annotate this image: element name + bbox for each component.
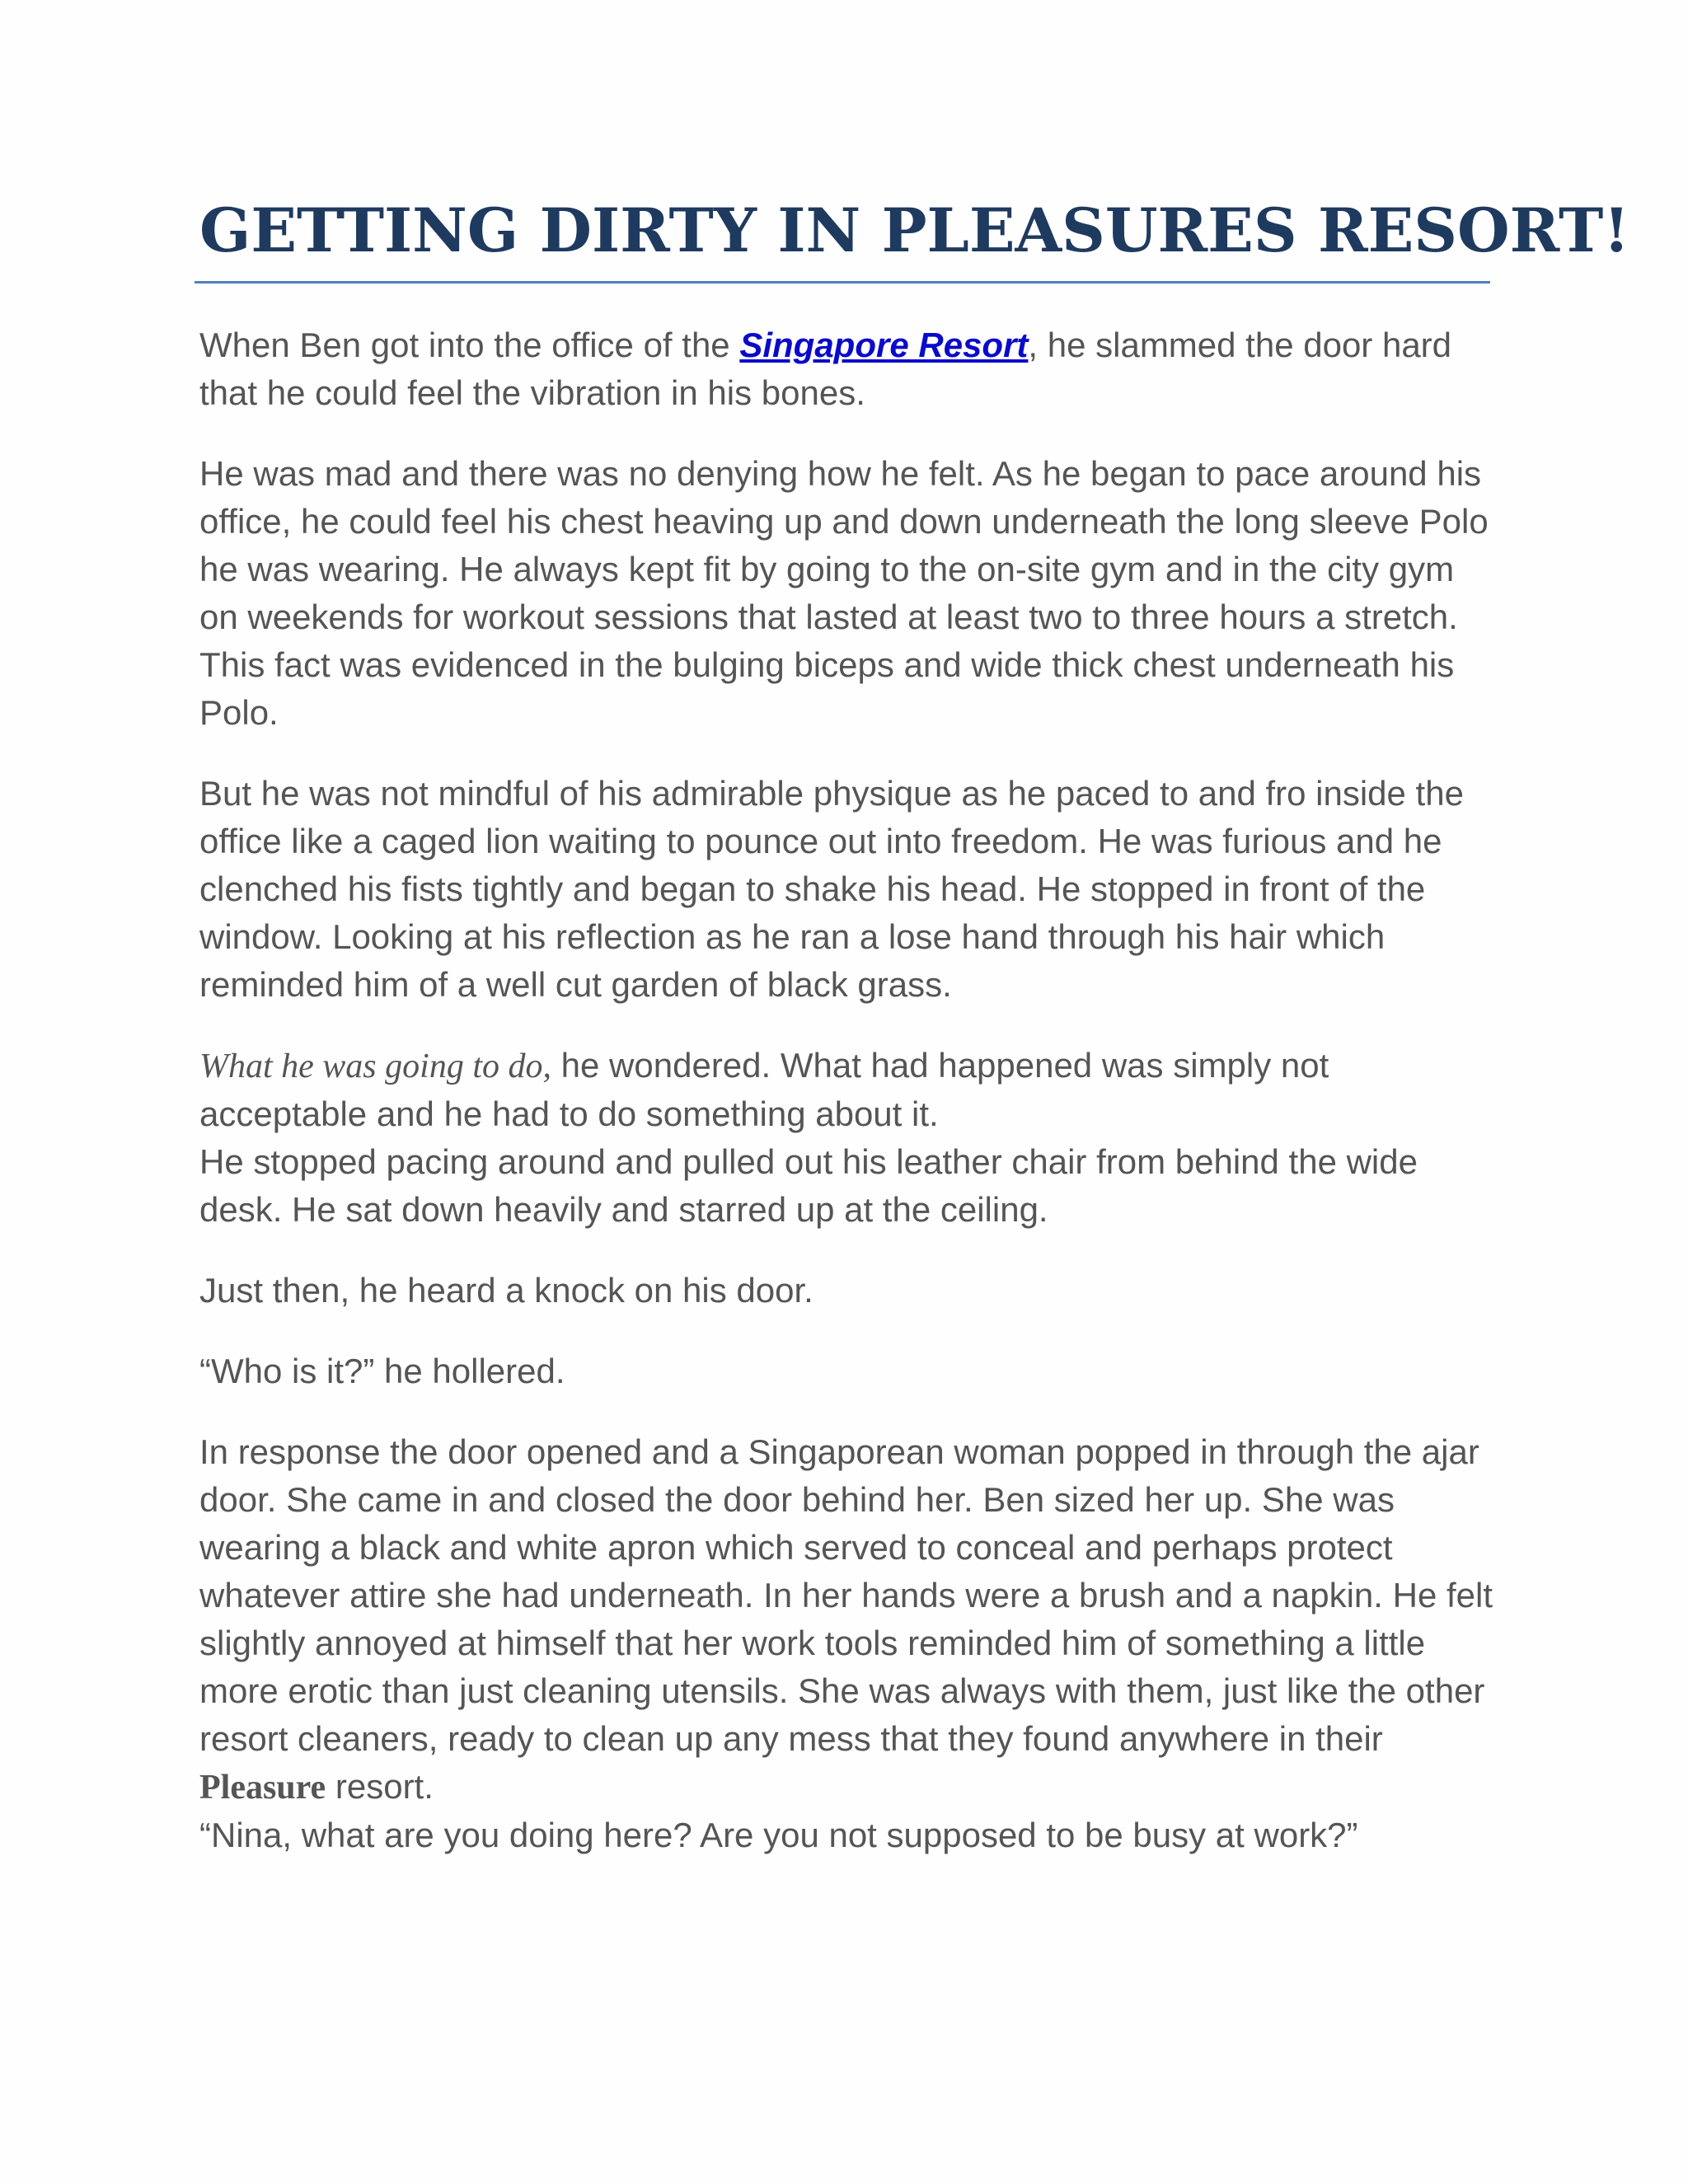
paragraph-1-text-after: , he slammed the door hard that he could feel the vibration in his bones. <box>199 326 1452 412</box>
paragraph-8-bold-word: Pleasure <box>199 1769 326 1807</box>
singapore-resort-link[interactable]: Singapore Resort <box>739 326 1029 364</box>
paragraph-7: “Who is it?” he hollered. <box>199 1352 565 1390</box>
title-underline-rule <box>195 281 1490 284</box>
paragraph-3: But he was not mindful of his admirable physique as he paced to and fro inside the office like a caged lion waiting to pounce out into freedom. He was furious and he clenched his fists tightly and began to shake his head. He stopped in front of the window. Looking at his reflection as he ran a lose hand through his hair which reminded him of a well cut garden of black grass. <box>199 774 1464 1004</box>
paragraph-6: Just then, he heard a knock on his door. <box>199 1271 814 1310</box>
paragraph-9: “Nina, what are you doing here? Are you not supposed to be busy at work?” <box>199 1816 1358 1854</box>
paragraph-2: He was mad and there was no denying how he felt. As he began to pace around his office, he could feel his chest heaving up and down underneath the long sleeve Polo he was wearing. He always kept fit by going to the on-site gym and in the city gym on weekends for workout sessions that lasted at least two to three hours a stretch. This fact was evidenced in the bulging biceps and wide thick chest underneath his Polo. <box>199 454 1489 732</box>
paragraph-4 <box>199 1042 1495 1138</box>
paragraph-4-text: he wondered. What had happened was simply not acceptable and he had to do something about it. <box>199 1046 1329 1133</box>
document-content <box>199 191 1630 1892</box>
paragraph-1 <box>199 321 1495 417</box>
paragraph-4-italic-thought: What he was going to do, <box>199 1047 551 1085</box>
paragraph-8-text-before: In response the door opened and a Singaporean woman popped in through the ajar door. She came in and closed the door behind her. Ben sized her up. She was wearing a black and white apron which served to conceal and perhaps protect whatever attire she had underneath. In her hands were a brush and a napkin. He felt slightly annoyed at himself that her work tools reminded him of something a little more erotic than just cleaning utensils. She was always with them, just like the other resort cleaners, ready to clean up any mess that they found anywhere in their <box>199 1432 1493 1758</box>
paragraph-5: He stopped pacing around and pulled out his leather chair from behind the wide desk. He sat down heavily and starred up at the ceiling. <box>199 1142 1418 1229</box>
document-body <box>199 321 1495 1859</box>
paragraph-1-text-before: When Ben got into the office of the <box>199 326 740 364</box>
paragraph-8 <box>199 1428 1495 1811</box>
document-title: GETTING DIRTY IN PLEASURES RESORT! <box>199 195 1630 266</box>
paragraph-8-text-after: resort. <box>326 1767 434 1806</box>
